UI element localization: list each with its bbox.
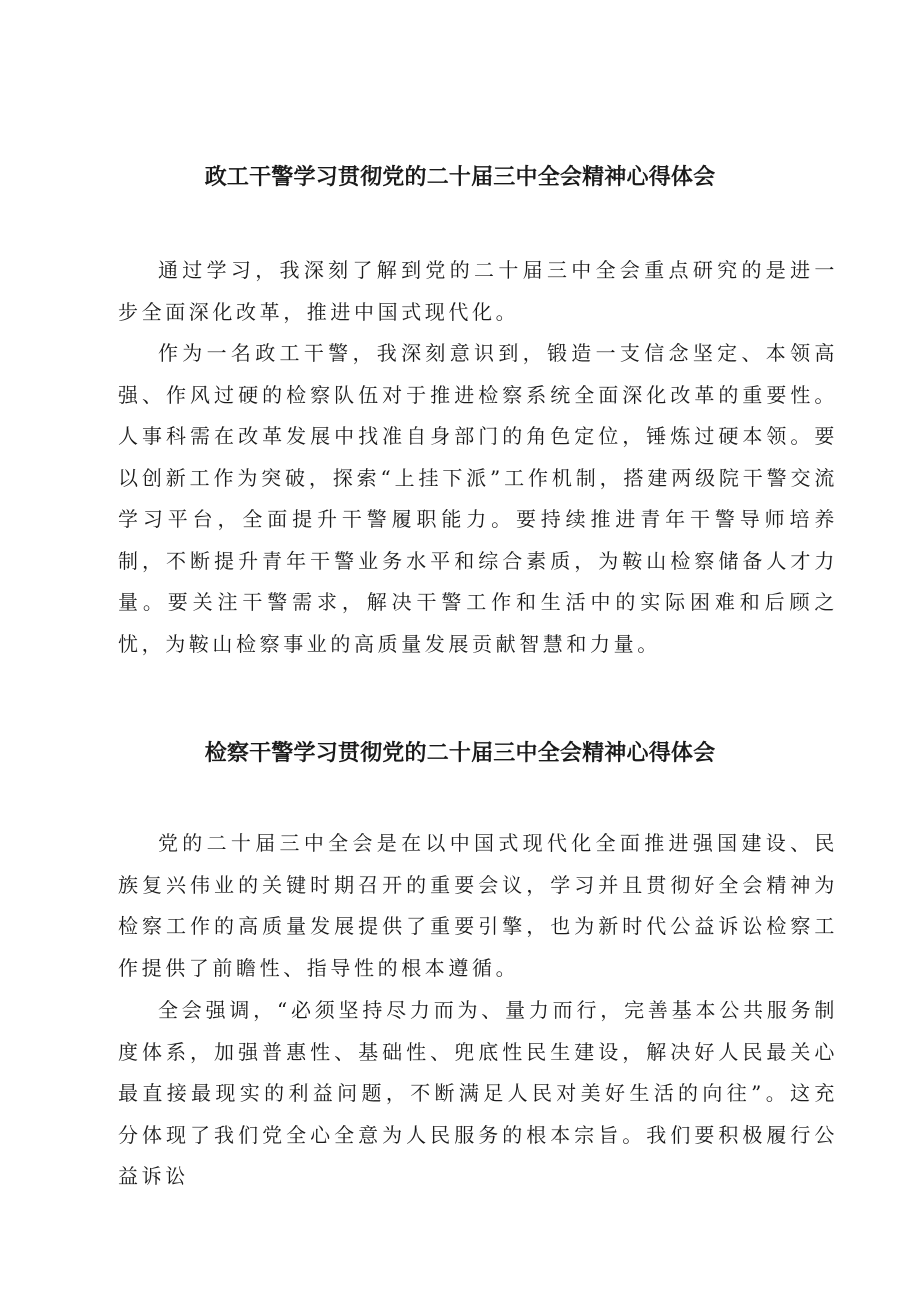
section-2-paragraph-2: 全会强调，“必须坚持尽力而为、量力而行，完善基本公共服务制度体系，加强普惠性、基础性、兜底性民生建设，解决好人民最关心最直接最现实的利益问题，不断满足人民对美好生活的向往”。这充分体现了我们党全心全意为人民服务的根本宗旨。我们要积极履行公益诉讼	[118, 998, 838, 1188]
section-2-title: 检察干警学习贯彻党的二十届三中全会精神心得体会	[204, 741, 716, 766]
section-2-paragraph-1: 党的二十届三中全会是在以中国式现代化全面推进强国建设、民族复兴伟业的关键时期召开的重要会议，学习并且贯彻好全会精神为检察工作的高质量发展提供了重要引擎，也为新时代公益诉讼检察工作提供了前瞻性、指导性的根本遵循。	[118, 831, 838, 980]
section-1-paragraph-2: 作为一名政工干警，我深刻意识到，锻造一支信念坚定、本领高强、作风过硬的检察队伍对于推进检察系统全面深化改革的重要性。人事科需在改革发展中找准自身部门的角色定位，锤炼过硬本领。要以创新工作为突破，探索“上挂下派”工作机制，搭建两级院干警交流学习平台，全面提升干警履职能力。要持续推进青年干警导师培养制，不断提升青年干警业务水平和综合素质，为鞍山检察储备人才力量。要关注干警需求，解决干警工作和生活中的实际困难和后顾之忧，为鞍山检察事业的高质量发展贡献智慧和力量。	[118, 341, 838, 656]
section-1-paragraph-1: 通过学习，我深刻了解到党的二十届三中全会重点研究的是进一步全面深化改革，推进中国式现代化。	[118, 258, 838, 324]
section-1-title: 政工干警学习贯彻党的二十届三中全会精神心得体会	[204, 165, 716, 190]
